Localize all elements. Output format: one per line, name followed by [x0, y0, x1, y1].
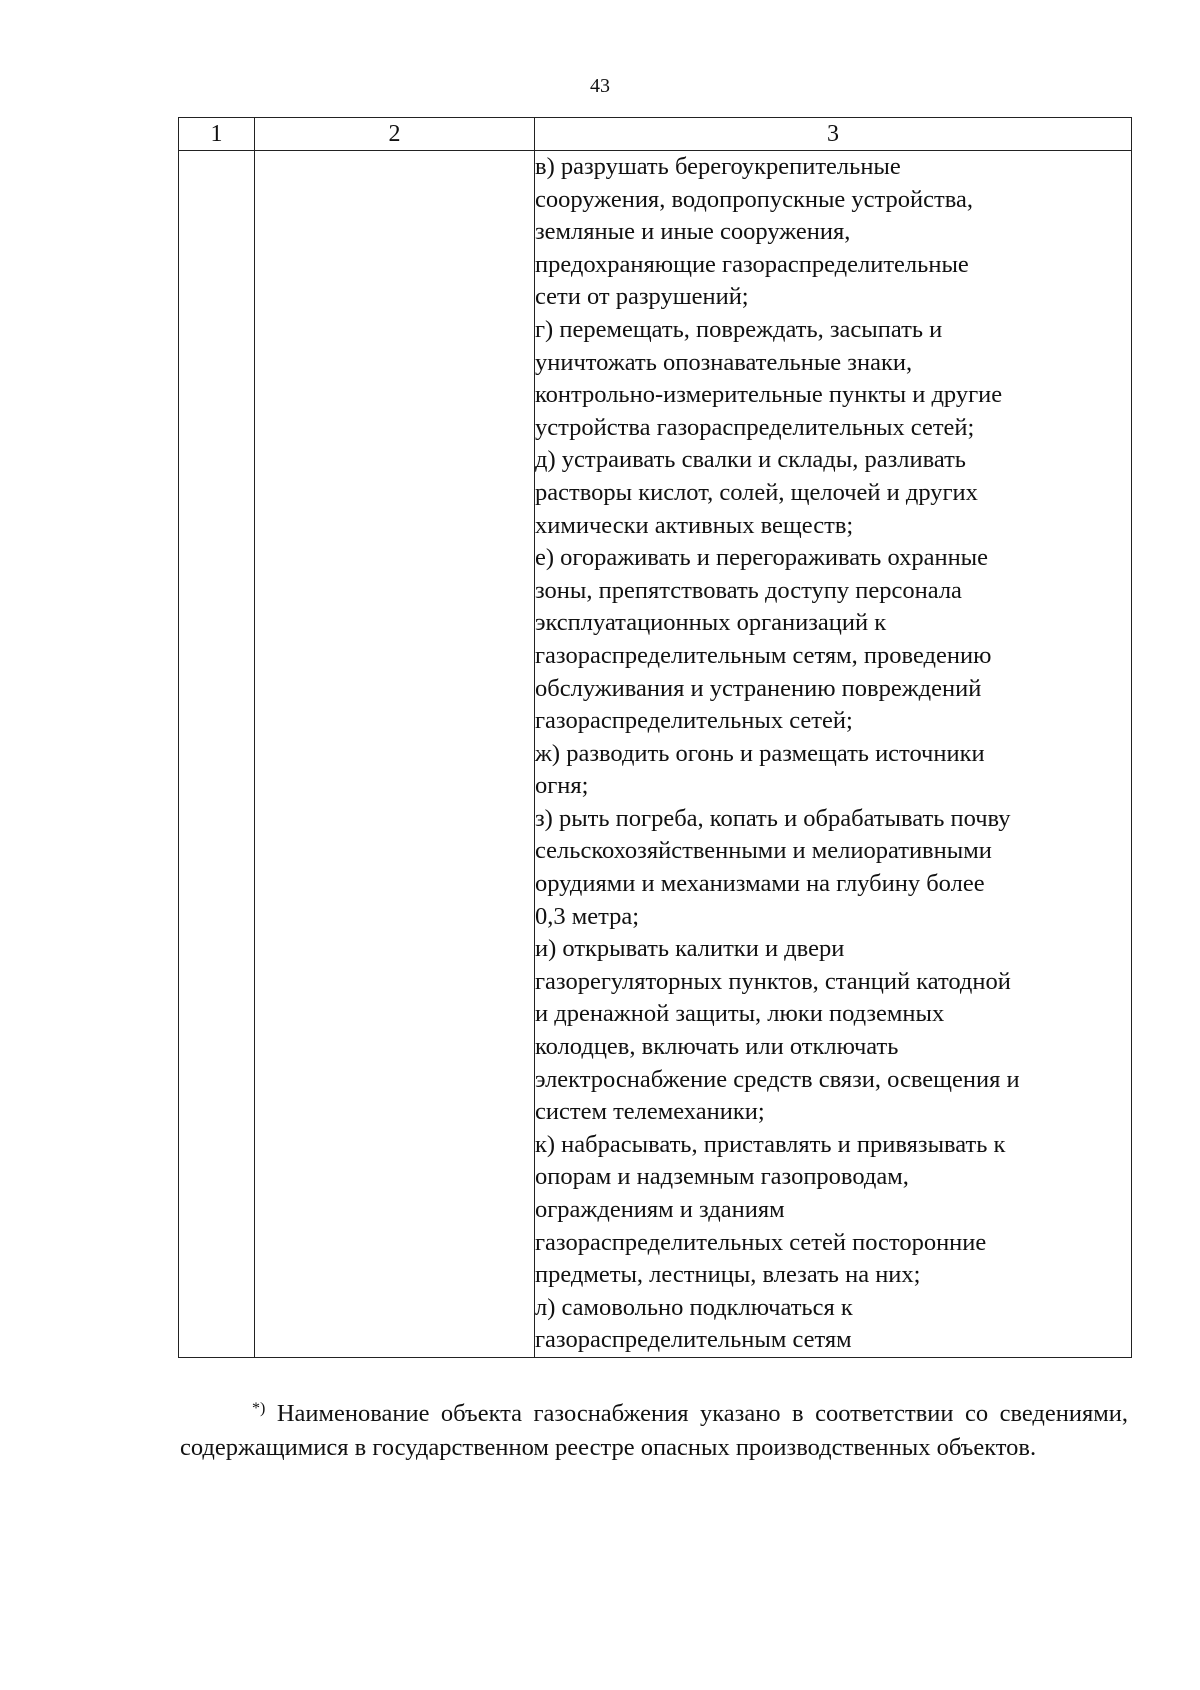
clause-e: е) огораживать и перегораживать охранные зоны, препятствовать доступу персонала эксплуатационных организаций к газораспределительным сетям, проведению обслуживания и устранению повреждений газораспределительных сетей;: [535, 544, 992, 735]
clause-v: в) разрушать берегоукрепительные сооружения, водопропускные устройства, земляные и иные сооружения, предохраняющие газораспределительные сети от разрушений;: [535, 153, 973, 311]
clause-z: з) рыть погреба, копать и обрабатывать почву сельскохозяйственными и мелиоративными орудиями и механизмами на глубину более 0,3 метра;: [535, 804, 1011, 930]
footnote-text: Наименование объекта газоснабжения указано в соответствии со сведениями, содержащимися в государственном реестре опасных производственных объектов.: [180, 1400, 1128, 1461]
restrictions-table: [178, 117, 1132, 1358]
page-number: 43: [590, 75, 610, 97]
column-header-3: 3: [535, 118, 1132, 151]
table-row: [179, 151, 1132, 1358]
column-header-2: 2: [255, 118, 535, 151]
clause-l: л) самовольно подключаться к газораспределительным сетям: [535, 1293, 853, 1354]
footnote: [180, 1397, 1128, 1465]
clause-g: г) перемещать, повреждать, засыпать и уничтожать опознавательные знаки, контрольно-измерительные пункты и другие устройства газораспределительных сетей;: [535, 315, 1003, 441]
clause-i: и) открывать калитки и двери газорегуляторных пунктов, станций катодной и дренажной защиты, люки подземных колодцев, включать или отключать электроснабжение средств связи, освещения и систем телемеханики;: [535, 935, 1020, 1126]
clause-k: к) набрасывать, приставлять и привязывать к опорам и надземным газопроводам, ограждениям и зданиям газораспределительных сетей посторонние предметы, лестницы, влезать на них;: [535, 1130, 1006, 1289]
footnote-mark: *): [252, 1400, 266, 1417]
table-header-row: [179, 118, 1132, 151]
clause-zh: ж) разводить огонь и размещать источники огня;: [535, 739, 985, 800]
column-2-cell: [255, 151, 535, 1358]
column-header-1: 1: [179, 118, 255, 151]
column-1-cell: [179, 151, 255, 1358]
clause-d: д) устраивать свалки и склады, разливать растворы кислот, солей, щелочей и других химически активных веществ;: [535, 446, 978, 539]
column-3-cell: [535, 151, 1132, 1358]
